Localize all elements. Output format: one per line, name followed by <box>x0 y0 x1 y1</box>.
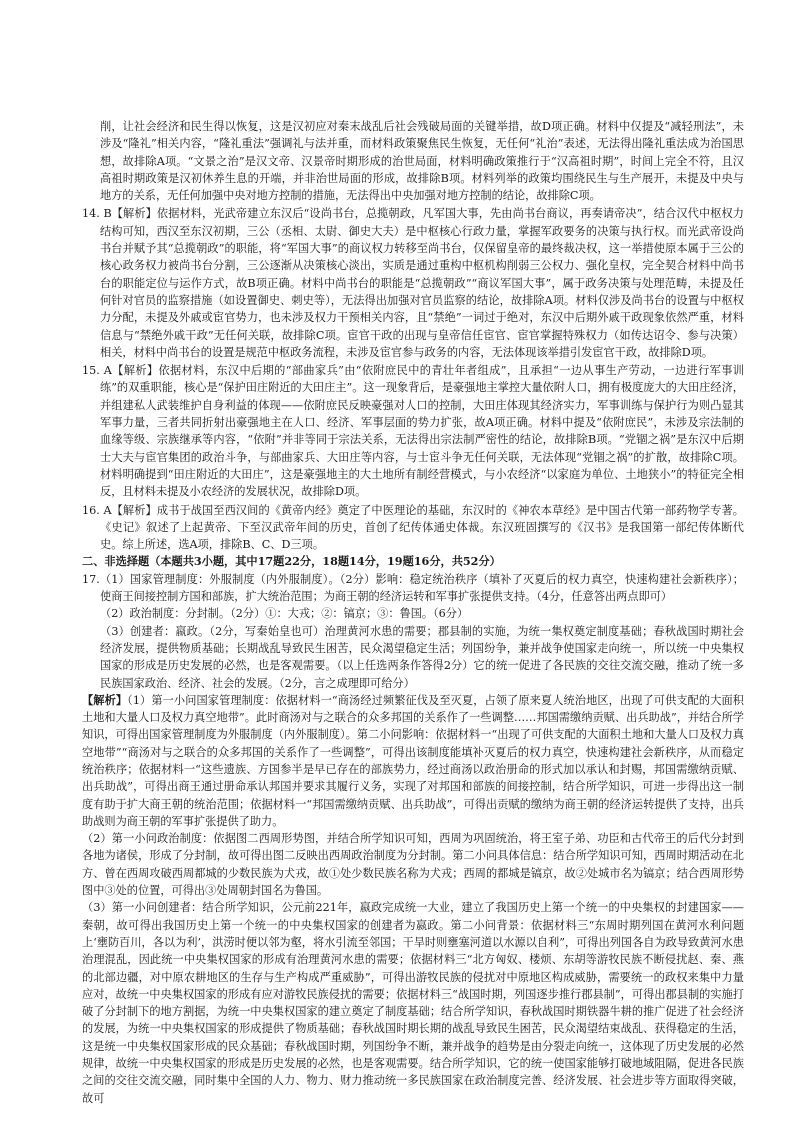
analysis-label: 【解析】 <box>82 692 128 707</box>
analysis-part1-text: （1）第一小问国家管理制度：依据材料一“商汤经过频繁征伐及至灭夏，占领了原来夏人统治地区，出现了可供支配的大面积土地和大量人口及权力真空地带”。此时商汤对与之联合的众多邦国的关系作了一些调整……邦国需缴纳贡赋、出兵助战”，并结合所学知识，可得出国家管理制度为外服制度（内外服制度）。第二小问影响：依据材料一“出现了可供支配的大面积土地和大量人口及权力真空地带”“商汤对与之联合的众多邦国的关系作了一些调整”，可得出该制度能填补灭夏后的权力真空，快速构建社会新秩序，从而稳定统治秩序；依据材料一“这些遗族、方国参半是早已存在的部族势力，经过商汤以政治册命的形式加以承认和封赐，邦国需缴纳贡赋、出兵助战”，可得出商王通过册命承认邦国并要求其履行义务，实现了对邦国和部族的间接控制，结合所学知识，可进一步得出这一制度有助于扩大商王朝的统治范围；依据材料一“邦国需缴纳贡赋、出兵助战”，可得出贡赋的缴纳为商王朝的经济运转提供了支持，出兵助战则为商王朝的军事扩张提供了助力。 <box>82 693 744 828</box>
analysis-part1 <box>82 692 744 830</box>
answer-17-part1: 17.（1）国家管理制度：外服制度（内外服制度）。（2分）影响：稳定统治秩序（填补了灭夏后的权力真空，快速构建社会新秩序）；使商王间接控制方国和部族，扩大统治范围；为商王朝的经济运转和军事扩张提供支持。（4分，任意答出两点即可） <box>82 572 744 604</box>
analysis-part3: （3）第一小问创建者：结合所学知识，公元前221年，嬴政完成统一大业，建立了我国历史上第一个统一的中央集权的封建国家——秦朝，故可得出我国历史上第一个统一的中央集权国家的创建者为嬴政。第二小问背景：依据材料三“东周时期列国在黄河水利问题上‘壅防百川，各以为利’，洪涝时便以邻为壑，将水引流至邻国；干旱时则壅塞河道以水源以自利”，可得出列国各自为政导致黄河水患治理混乱，因此统一中央集权国家的形成有治理黄河水患的需要；依据材料三“北方匈奴、楼烦、东胡等游牧民族不断侵扰赵、秦、燕的北部边疆，对中原农耕地区的生存与生产构成严重威胁”，可得出游牧民族的侵扰对中原地区构成威胁，需要统一的政权来集中力量应对，故统一中央集权国家的形成有应对游牧民族侵扰的需要；依据材料三“战国时期，列国逐步推行郡县制”，可得出郡县制的实施打破了分封制下的地方割据，为统一中央集权国家的建立奠定了制度基础；结合所学知识，春秋战国时期铁器牛耕的推广促进了社会经济的发展，为统一中央集权国家的形成提供了物质基础；春秋战国时期长期的战乱导致民生困苦，民众渴望结束战乱、获得稳定的生活，这是统一中央集权国家形成的民众基础；春秋战国时期，列国纷争不断，兼并战争的趋势是由分裂走向统一，这体现了历史发展的必然规律，故统一中央集权国家的形成是历史发展的必然，也是客观需要。结合所学知识，它的统一使国家能够打破地域阻隔，促进各民族之间的交往交流交融，同时集中全国的人力、物力、财力推动统一多民族国家在政治制度完善、经济发展、社会进步等方面取得突破，故可 <box>82 901 744 1105</box>
section-heading-nonchoice: 二、非选择题（本题共3小题，其中17题22分，18题14分，19题16分，共52分） <box>82 554 501 569</box>
answer-16: 16. A【解析】成书于战国至西汉间的《黄帝内经》奠定了中医理论的基础，东汉时的《神农本草经》是中国古代第一部药物学专著。《史记》叙述了上起黄帝、下至汉武帝年间的历史，首创了纪传体通史体裁。东汉班固撰写的《汉书》是我国第一部纪传体断代史。综上所述，选A项，排除B、C、D三项。 <box>82 503 744 552</box>
answer-17-part2: （2）政治制度：分封制。（2分）①：大戎；②：镐京；③：鲁国。（6分） <box>100 607 469 621</box>
analysis-part2: （2）第一小问政治制度：依据图二西周形势图，并结合所学知识可知，西周为巩固统治，将王室子弟、功臣和古代帝王的后代分封到各地为诸侯，形成了分封制，故可得出图二反映出西周政治制度为分封制。第二小问具体信息：结合所学知识可知，西周时期活动在北方、曾在西周攻破西周都城的少数民族为犬戎，故①处少数民族名称为犬戎；西周的都城是镐京，故②处城市名为镐京；结合西周形势图中③处的位置，可得出③处周朝封国名为鲁国。 <box>82 832 744 898</box>
answer-13-continued: 削，让社会经济和民生得以恢复，这是汉初应对秦末战乱后社会残破局面的关键举措，故D项正确。材料中仅提及“减轻刑法”，未涉及“隆礼”相关内容，“隆礼重法”强调礼与法并重，而材料政策聚焦民生恢复，无任何“礼治”表述，无法得出隆礼重法成为治国思想，故排除A项。“文景之治”是汉文帝、汉景帝时期形成的治世局面，材料明确政策推行于“汉高祖时期”，时间上完全不符，且汉高祖时期政策是汉初休养生息的开端，并非治世局面的形成，故排除B项。材料列举的政策均围绕民生与生产展开，未提及中央与地方的关系，无任何加强中央对地方控制的措施，无法得出中央加强对地方控制的结论，故排除C项。 <box>100 120 744 203</box>
answer-17-part3: （3）创建者：嬴政。（2分，写秦始皇也可）治理黄河水患的需要；郡县制的实施，为统一集权奠定制度基础；春秋战国时期社会经济发展，提供物质基础；长期战乱导致民生困苦，民众渴望稳定生活；列国纷争，兼并战争使国家走向统一，所以统一中央集权国家的形成是历史发展的必然，也是客观需要。（以上任选两条作答得2分）它的统一促进了各民族的交往交流交融，推动了统一多民族国家政治、经济、社会的发展。（2分，言之成理即可给分） <box>100 624 744 690</box>
answer-15: 15. A【解析】依据材料，东汉中后期的“部曲家兵”由“依附庶民中的青壮年者组成”，且承担“一边从事生产劳动，一边进行军事训练”的双重职能，核心是“保护田庄附近的大田庄主”。这一现象背后，是豪强地主掌控大量依附人口，拥有极度庞大的大田庄经济，并组建私人武装维护自身利益的体现——依附庶民反映豪强对人口的控制，大田庄体现其经济实力，军事训练与保护行为则凸显其军事力量，三者共同折射出豪强地主在人口、经济、军事层面的势力扩张，故A项正确。材料中提及“依附庶民”，未涉及宗法制的血缘等级、宗族继承等内容，“依附”并非等同于宗法关系，无法得出宗法制严密性的结论，故排除B项。“党锢之祸”是东汉中后期士大夫与宦官集团的政治斗争，与部曲家兵、大田庄等内容，与士宦斗争无任何关联，无法体现“党锢之祸”的扩散，故排除C项。材料明确提到“田庄附近的大田庄”，这是豪强地主的大土地所有制经营模式，与小农经济“以家庭为单位、土地狭小”的特征完全相反，且材料未提及小农经济的发展状况，故排除D项。 <box>82 364 744 499</box>
answer-14: 14. B【解析】依据材料，光武帝建立东汉后“设尚书台，总揽朝政，凡军国大事，先由尚书台商议，再奏请帝决”，结合汉代中枢权力结构可知，西汉至东汉初期，三公（丞相、太尉、御史大夫）是中枢核心行政力量，掌握军政要务的决策与执行权。而光武帝设尚书台并赋予其“总揽朝政”的职能，将“军国大事”的商议权力转移至尚书台，仅保留皇帝的最终裁决权，这一举措使原本属于三公的核心政务权力被尚书台分割，三公逐渐从决策核心淡出，实质是通过重构中枢机构削弱三公权力、强化皇权，完全契合材料中尚书台的职能定位与运作方式，故B项正确。材料中尚书台的职能是“总揽朝政”“商议军国大事”，属于政务决策与处理范畴，未提及任何针对官员的监察措施（如设置御史、刺史等），无法得出加强对官员监察的结论，故排除A项。材料仅涉及尚书台的设置与中枢权力分配，未提及外戚或宦官势力，也未涉及权力干预相关内容，且“禁绝”一词过于绝对，东汉中后期外戚干政现象依然严重，材料信息与“禁绝外戚干政”无任何关联，故排除C项。宦官干政的出现与皇帝信任宦官、宦官掌握特殊权力（如传达诏令、参与决策）相关，材料中尚书台的设置是规范中枢政务流程，未涉及宦官参与政务的内容，无法体现该举措引发宦官干政，故排除D项。 <box>82 207 744 359</box>
